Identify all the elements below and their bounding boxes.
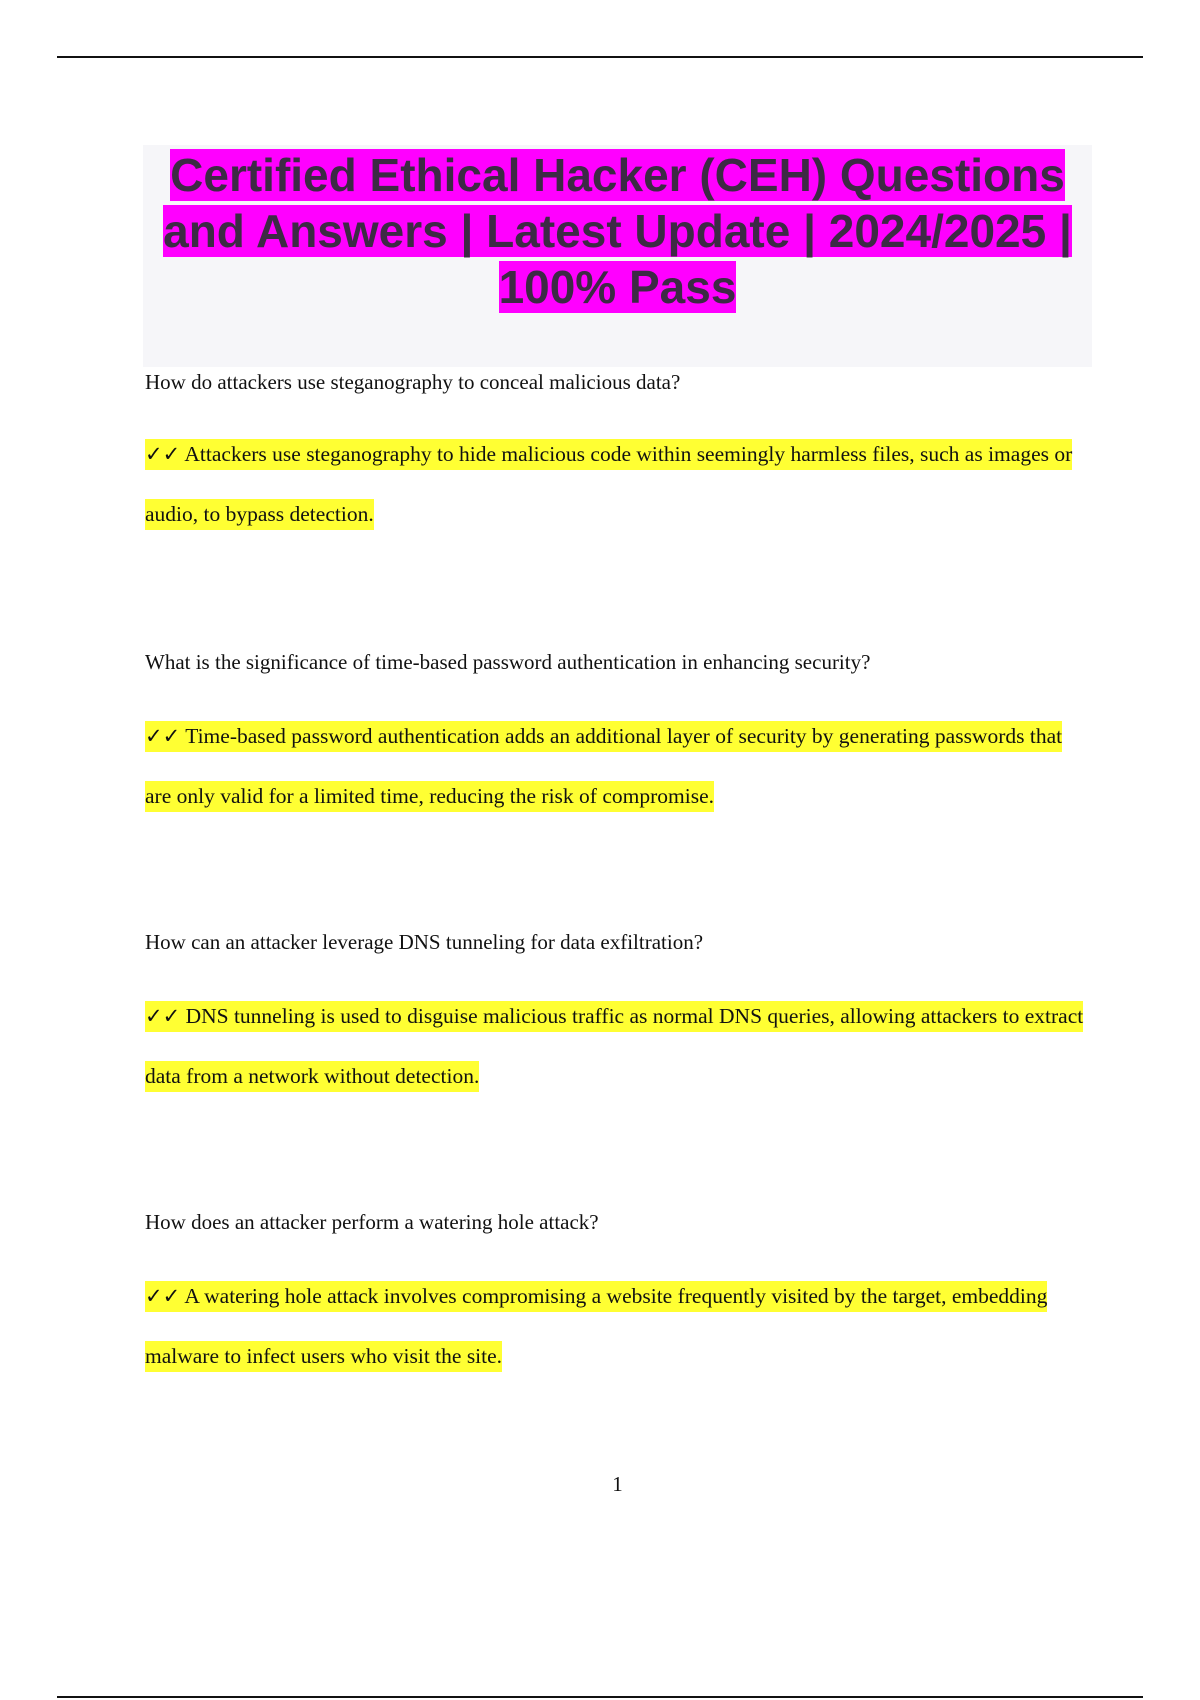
answer-2-text: Time-based password authentication adds an additional layer of security by generating passwords that are only valid for a limited time, reducing the risk of compromise. bbox=[145, 724, 1063, 808]
question-3: How can an attacker leverage DNS tunneling for data exfiltration? bbox=[145, 930, 704, 954]
qa-item-3 bbox=[145, 928, 1090, 1106]
qa-item-4 bbox=[145, 1208, 1090, 1386]
check-icon: ✓✓ bbox=[145, 1004, 181, 1028]
bottom-rule bbox=[57, 1696, 1143, 1698]
question-4: How does an attacker perform a watering hole attack? bbox=[145, 1210, 599, 1234]
top-rule bbox=[57, 56, 1143, 58]
answer-3-text: DNS tunneling is used to disguise malicious traffic as normal DNS queries, allowing attackers to extract data from a network without detection. bbox=[145, 1004, 1084, 1088]
answer-1 bbox=[145, 424, 1090, 544]
check-icon: ✓✓ bbox=[145, 724, 181, 748]
qa-item-1 bbox=[145, 368, 1090, 544]
qa-item-2 bbox=[145, 648, 1090, 826]
answer-4-text: A watering hole attack involves compromising a website frequently visited by the target, embedding malware to infect users who visit the site. bbox=[145, 1284, 1048, 1368]
answer-4 bbox=[145, 1266, 1090, 1386]
document-title-text: Certified Ethical Hacker (CEH) Questions and Answers | Latest Update | 2024/2025 | 100% Pass bbox=[163, 149, 1072, 313]
question-2: What is the significance of time-based password authentication in enhancing security? bbox=[145, 650, 871, 674]
answer-2 bbox=[145, 706, 1090, 826]
answer-3 bbox=[145, 986, 1090, 1106]
check-icon: ✓✓ bbox=[145, 442, 181, 466]
check-icon: ✓✓ bbox=[145, 1284, 181, 1308]
question-1: How do attackers use steganography to conceal malicious data? bbox=[145, 370, 681, 394]
title-block bbox=[143, 145, 1092, 367]
answer-1-text: Attackers use steganography to hide malicious code within seemingly harmless files, such as images or audio, to bypass detection. bbox=[145, 442, 1073, 526]
document-title bbox=[143, 145, 1092, 315]
page-number: 1 bbox=[612, 1472, 623, 1496]
